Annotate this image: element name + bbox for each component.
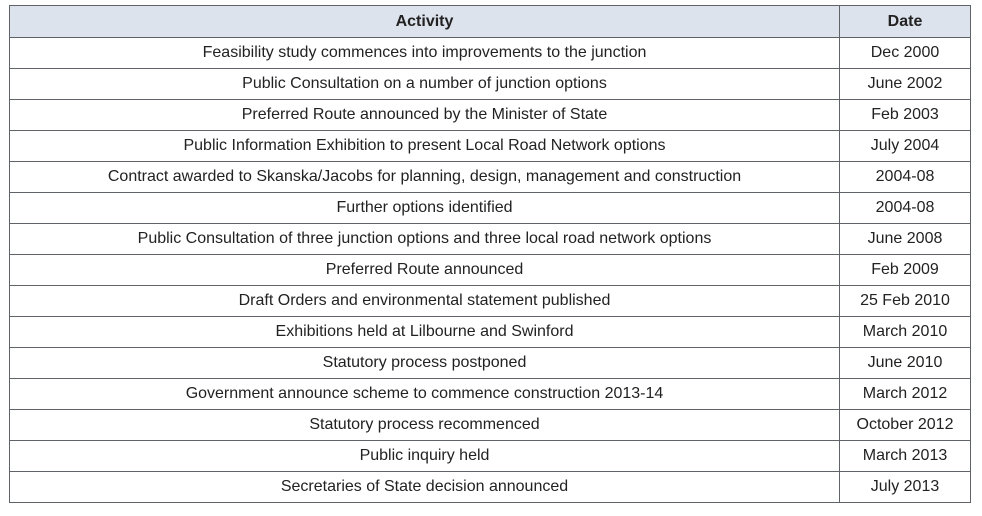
activity-column-header: Activity <box>10 6 840 38</box>
activity-cell: Public inquiry held <box>10 441 840 472</box>
table-row <box>10 193 971 224</box>
table-row <box>10 410 971 441</box>
date-cell: March 2010 <box>840 317 971 348</box>
activity-cell: Public Consultation on a number of junction options <box>10 69 840 100</box>
table-row <box>10 441 971 472</box>
timeline-table <box>9 5 971 503</box>
activity-cell: Government announce scheme to commence construction 2013-14 <box>10 379 840 410</box>
activity-cell: Statutory process recommenced <box>10 410 840 441</box>
table-row <box>10 69 971 100</box>
date-cell: June 2002 <box>840 69 971 100</box>
date-cell: June 2008 <box>840 224 971 255</box>
date-cell: 2004-08 <box>840 162 971 193</box>
table-row <box>10 100 971 131</box>
date-cell: June 2010 <box>840 348 971 379</box>
table-row <box>10 224 971 255</box>
activity-cell: Public Consultation of three junction options and three local road network options <box>10 224 840 255</box>
table-header-row <box>10 6 971 38</box>
table-row <box>10 131 971 162</box>
activity-cell: Feasibility study commences into improvements to the junction <box>10 38 840 69</box>
table-row <box>10 348 971 379</box>
date-cell: March 2013 <box>840 441 971 472</box>
activity-cell: Preferred Route announced <box>10 255 840 286</box>
activity-cell: Public Information Exhibition to present Local Road Network options <box>10 131 840 162</box>
date-cell: 25 Feb 2010 <box>840 286 971 317</box>
table-row <box>10 255 971 286</box>
timeline-table-container <box>9 5 970 503</box>
date-cell: Feb 2003 <box>840 100 971 131</box>
activity-cell: Statutory process postponed <box>10 348 840 379</box>
date-cell: 2004-08 <box>840 193 971 224</box>
date-column-header: Date <box>840 6 971 38</box>
activity-cell: Draft Orders and environmental statement published <box>10 286 840 317</box>
date-cell: March 2012 <box>840 379 971 410</box>
date-cell: Feb 2009 <box>840 255 971 286</box>
activity-cell: Further options identified <box>10 193 840 224</box>
activity-cell: Exhibitions held at Lilbourne and Swinford <box>10 317 840 348</box>
table-body <box>10 38 971 503</box>
activity-cell: Preferred Route announced by the Minister of State <box>10 100 840 131</box>
table-row <box>10 38 971 69</box>
activity-cell: Contract awarded to Skanska/Jacobs for planning, design, management and construction <box>10 162 840 193</box>
date-cell: Dec 2000 <box>840 38 971 69</box>
date-cell: October 2012 <box>840 410 971 441</box>
date-cell: July 2013 <box>840 472 971 503</box>
table-row <box>10 472 971 503</box>
date-cell: July 2004 <box>840 131 971 162</box>
activity-cell: Secretaries of State decision announced <box>10 472 840 503</box>
table-row <box>10 162 971 193</box>
table-row <box>10 317 971 348</box>
table-row <box>10 286 971 317</box>
table-row <box>10 379 971 410</box>
